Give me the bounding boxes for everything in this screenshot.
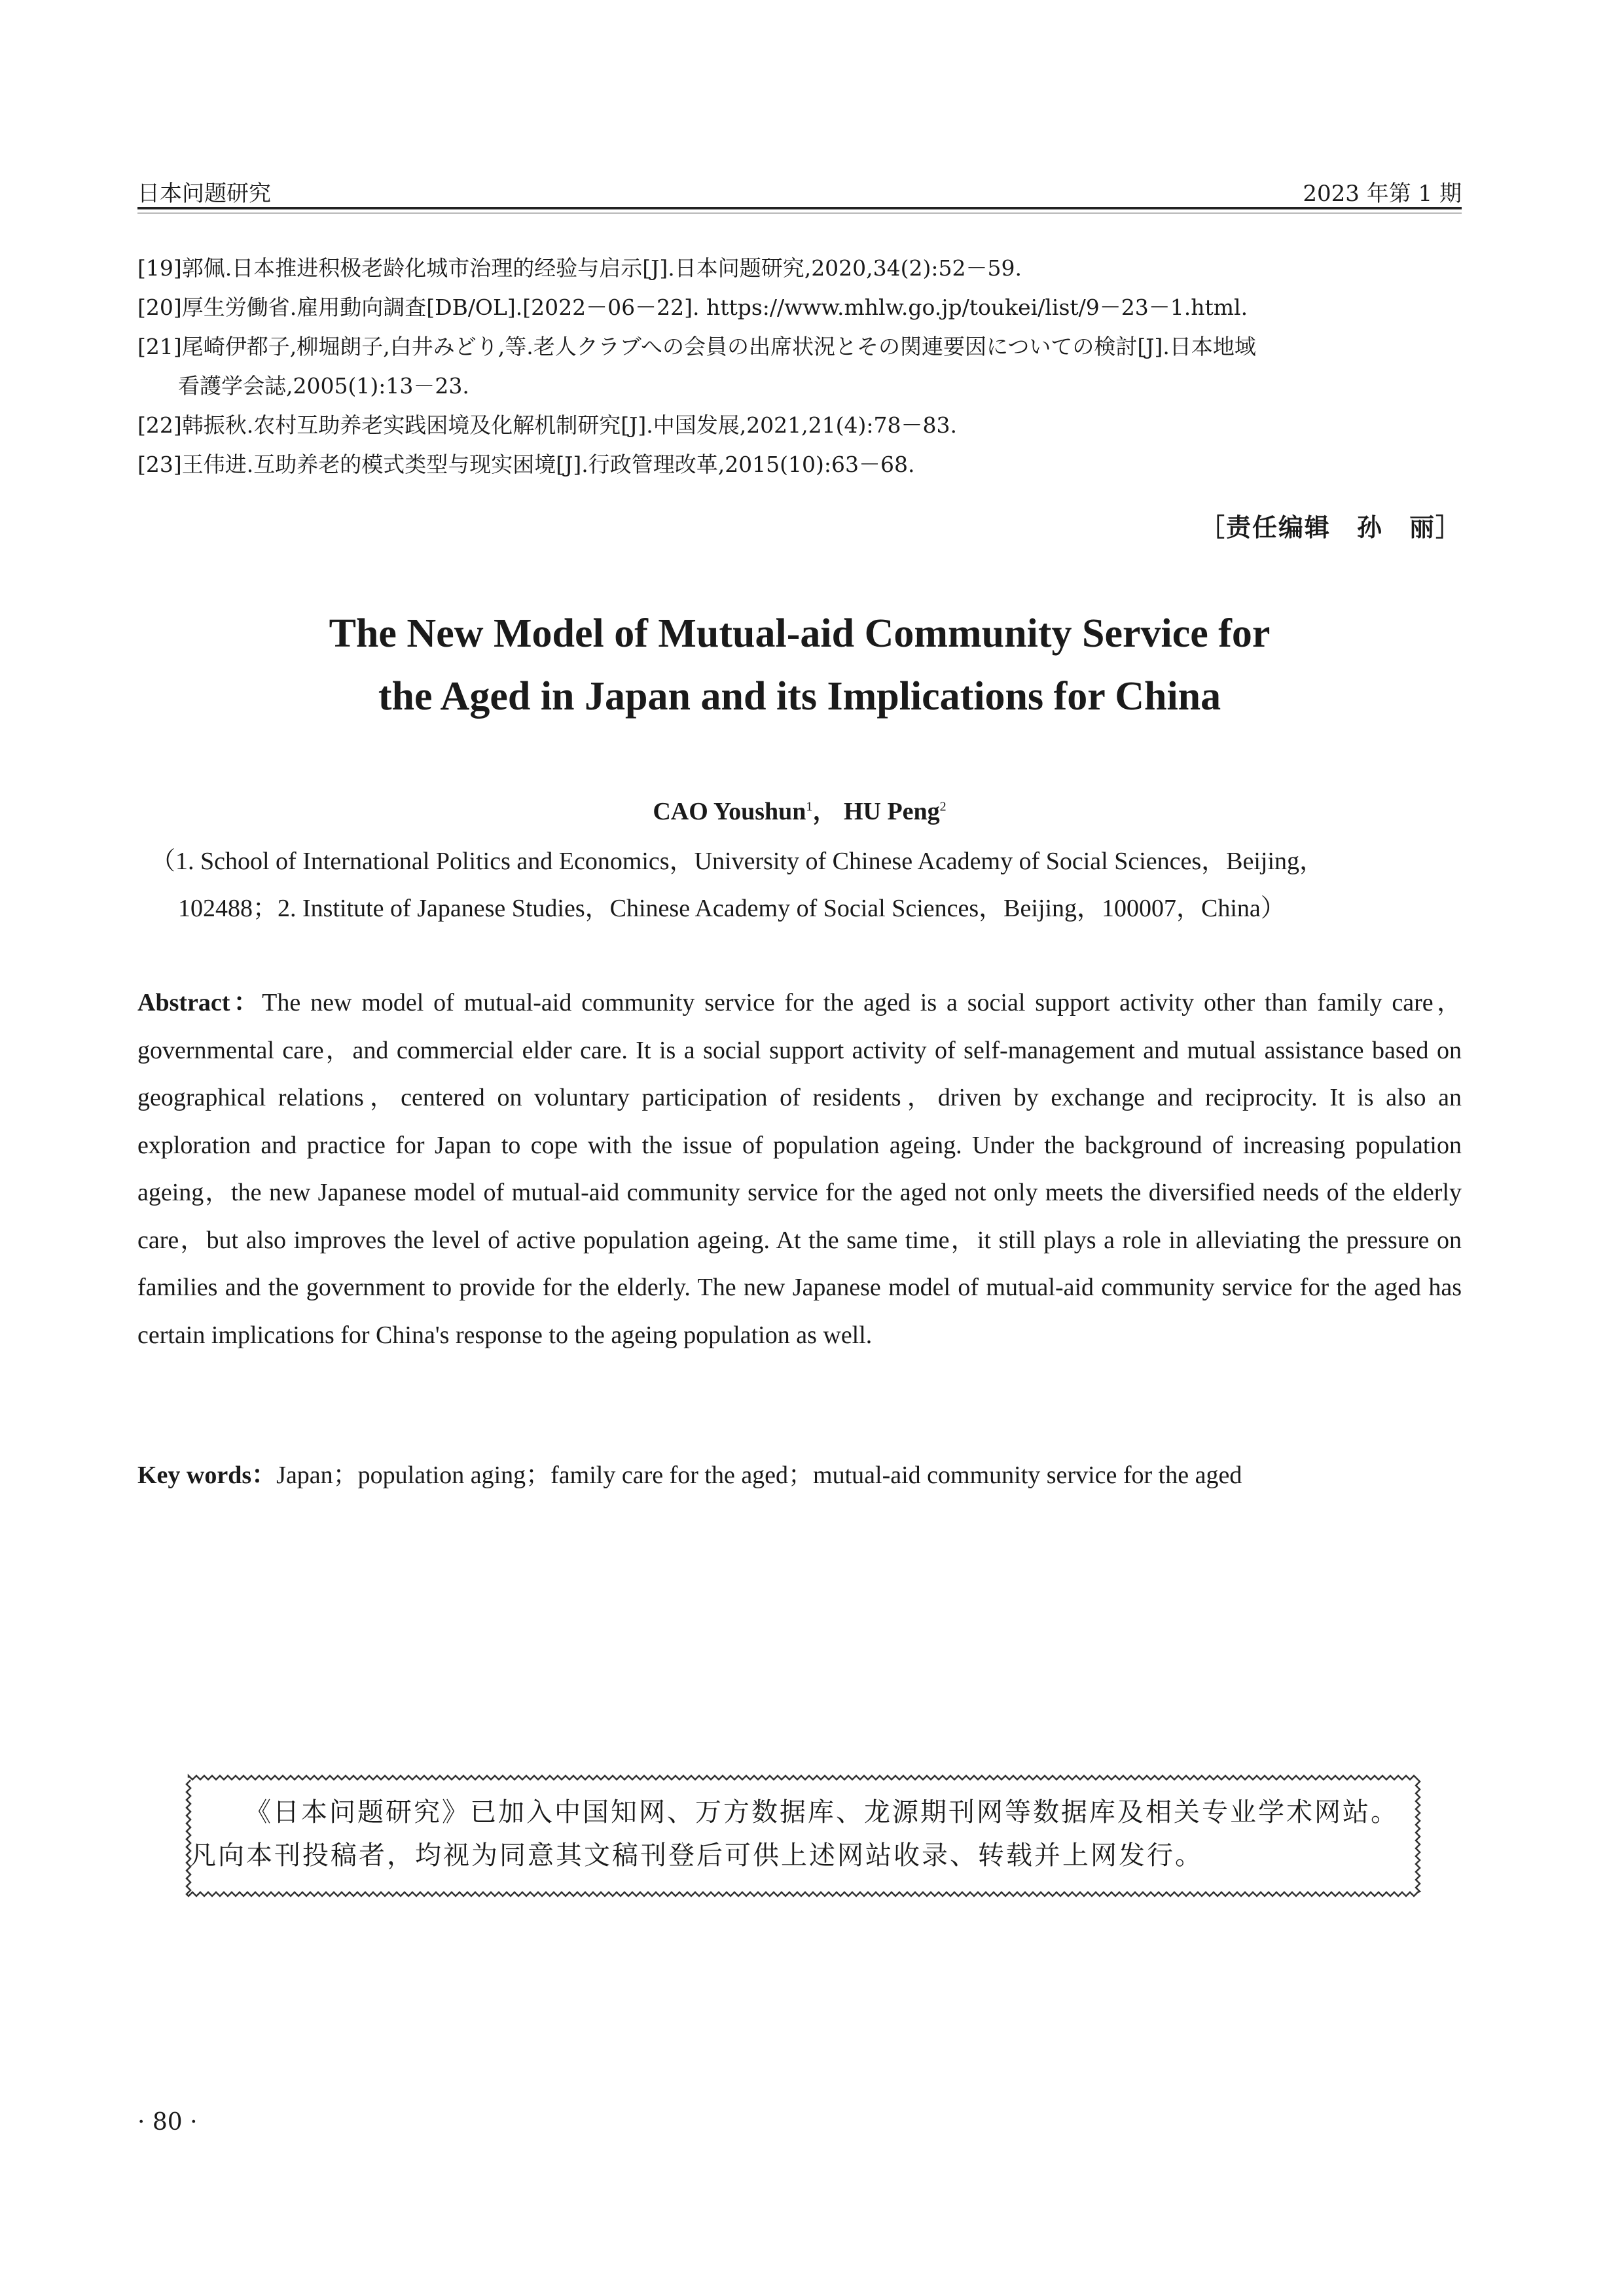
reference-21 — [137, 327, 1466, 406]
author-separator: ， — [812, 798, 838, 825]
keywords — [137, 1454, 1466, 1490]
journal-name: 日本问题研究 — [137, 181, 271, 207]
affiliation-line-2: 102488；2. Institute of Japanese Studies，Chinese Academy of Social Sciences，Beijing，100007，China） — [178, 895, 1286, 922]
reference-19: [19]郭佩.日本推进积极老龄化城市治理的经验与启示[J].日本问题研究,2020,34(2):52－59. — [137, 255, 1022, 281]
authors — [137, 791, 1462, 827]
abstract-label: Abstract： — [137, 989, 262, 1016]
title-line-2: the Aged in Japan and its Implications for China — [378, 674, 1221, 719]
reference-21-line1: [21]尾崎伊都子,柳堀朗子,白井みどり,等.老人クラブへの会員の出席状況とその関連要因についての検討[J].日本地域 — [137, 334, 1256, 359]
notice-text: 《日本问题研究》已加入中国知网、万方数据库、龙源期刊网等数据库及相关专业学术网站。凡向本刊投稿者，均视为同意其文稿刊登后可供上述网站收录、转载并上网发行。 — [190, 1797, 1399, 1871]
page-number: · 80 · — [137, 2109, 198, 2136]
author-1: CAO Youshun — [653, 798, 806, 825]
affiliations — [137, 838, 1466, 932]
affiliation-line-1: （1. School of International Politics and Economics，University of Chinese Academy of Social Sciences，Beijing， — [151, 848, 1325, 875]
keywords-text: Japan；population aging；family care for the aged；mutual-aid community service for the aged — [276, 1462, 1242, 1489]
author-1-affil: 1 — [806, 799, 813, 814]
author-2-affil: 2 — [939, 799, 947, 814]
reference-22: [22]韩振秋.农村互助养老实践困境及化解机制研究[J].中国发展,2021,21(4):78－83. — [137, 412, 957, 438]
author-2: HU Peng — [843, 798, 940, 825]
article-title — [137, 602, 1462, 728]
header-rule-thick — [137, 207, 1462, 209]
reference-21-line2: 看護学会誌,2005(1):13－23. — [178, 373, 469, 399]
title-line-1: The New Model of Mutual-aid Community Service for — [329, 611, 1271, 656]
abstract-text: The new model of mutual-aid community service for the aged is a social support activity other than family care，governmental care，and commercial elder care. It is a social support activity of self-management and mutual assistance based on geographical relations，centered on voluntary participation of residents，driven by exchange and reciprocity. It is also an exploration and practice for Japan to cope with the issue of population ageing. Under the background of increasing population ageing，the new Japanese model of mutual-aid community service for the aged not only meets the diversified needs of the elderly care，but also improves the level of active population ageing. At the same time，it still plays a role in alleviating the pressure on families and the government to provide for the elderly. The new Japanese model of mutual-aid community service for the aged has certain implications for China's response to the ageing population as well. — [137, 989, 1462, 1349]
reference-23: [23]王伟进.互助养老的模式类型与现实困境[J].行政管理改革,2015(10):63－68. — [137, 452, 915, 477]
keywords-label: Key words： — [137, 1462, 277, 1489]
database-notice — [190, 1791, 1407, 1877]
abstract — [137, 979, 1462, 1359]
reference-20: [20]厚生労働省.雇用動向調査[DB/OL].[2022－06－22]. https://www.mhlw.go.jp/toukei/list/9－23－1.html. — [137, 295, 1248, 320]
responsible-editor: ［责任编辑 孙 丽］ — [1199, 513, 1462, 542]
reference-list — [137, 249, 1466, 484]
issue-number: 2023 年第 1 期 — [1303, 181, 1462, 207]
